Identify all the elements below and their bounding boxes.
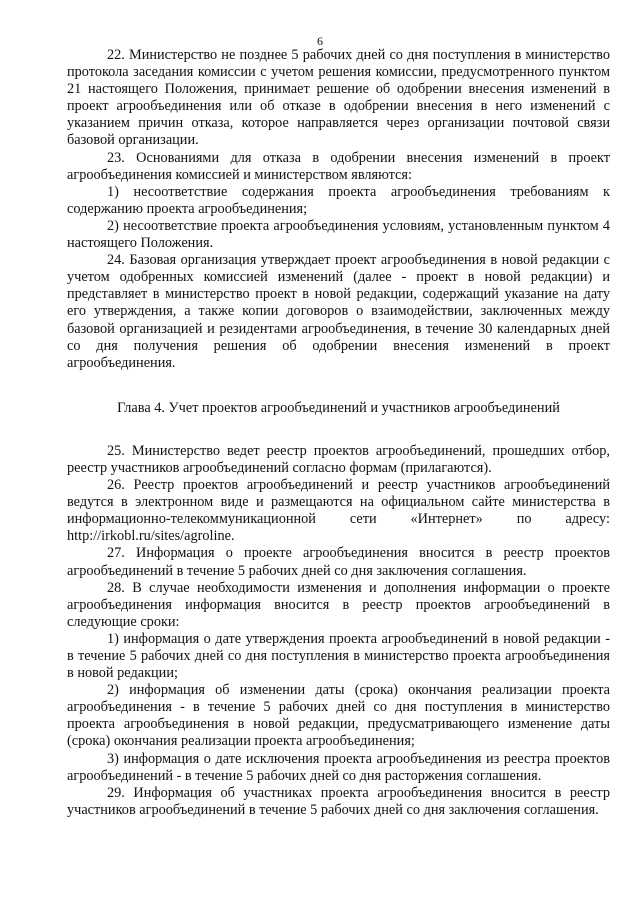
paragraph-26: 26. Реестр проектов агрообъединений и реестр участников агрообъединений ведутся в электронном виде и размещаются на официальном сайте министерства в информационно-телекоммуникационной сети «Интернет» по адресу: http://irkobl.ru/sites/agroline.: [67, 477, 610, 545]
page-number: 6: [317, 34, 323, 48]
paragraph-23: 23. Основаниями для отказа в одобрении внесения изменений в проект агрообъединения комиссией и министерством являются:: [67, 149, 610, 183]
paragraph-29: 29. Информация об участниках проекта агрообъединения вносится в реестр участников агрообъединений в течение 5 рабочих дней со дня заключения соглашения.: [67, 784, 610, 818]
paragraph-25: 25. Министерство ведет реестр проектов агрообъединений, прошедших отбор, реестр участников агрообъединений согласно формам (прилагаются).: [67, 442, 610, 476]
paragraph-28-item-3: 3) информация о дате исключения проекта агрообъединения из реестра проектов агрообъединений - в течение 5 рабочих дней со дня расторжения соглашения.: [67, 750, 610, 784]
paragraph-23-item-2: 2) несоответствие проекта агрообъединения условиям, установленным пунктом 4 настоящего Положения.: [67, 217, 610, 252]
paragraph-28: 28. В случае необходимости изменения и дополнения информации о проекте агрообъединения информация вносится в реестр проектов агрообъединений в следующие сроки:: [67, 579, 610, 630]
paragraph-27: 27. Информация о проекте агрообъединения вносится в реестр проектов агрообъединений в течение 5 рабочих дней со дня заключения соглашения.: [67, 545, 610, 579]
paragraph-23-item-1: 1) несоответствие содержания проекта агрообъединения требованиям к содержанию проекта агрообъединения;: [67, 183, 610, 217]
paragraph-28-item-2: 2) информация об изменении даты (срока) окончания реализации проекта агрообъединения - в течение 5 рабочих дней со дня поступления в министерство проекта агрообъединения в новой редакции, предусматривающего изменение даты (срока) окончания реализации проекта агрообъединения;: [67, 682, 610, 750]
paragraph-24: 24. Базовая организация утверждает проект агрообъединения в новой редакции с учетом одобренных комиссией изменений (далее - проект в новой редакции) и представляет в министерство проект в новой редакции, содержащий указание на дату его утверждения, а также копии договоров о взаимодействии, заключенных между базовой организацией и резидентами агрообъединения, в течение 30 календарных дней со дня получения решения об одобрении внесения изменений в проект агрообъединения.: [67, 252, 610, 371]
document-body: [67, 47, 610, 819]
paragraph-22: 22. Министерство не позднее 5 рабочих дней со дня поступления в министерство протокола заседания комиссии с учетом решения комиссии, предусмотренного пунктом 21 настоящего Положения, принимает решение об одобрении внесения изменений в проект агрообъединения или об отказе в одобрении внесения в него изменений с указанием причин отказа, которое направляется через организации почтовой связи базовой организации.: [67, 47, 610, 149]
chapter-heading: Глава 4. Учет проектов агрообъединений и участников агрообъединений: [117, 399, 560, 416]
paragraph-28-item-1: 1) информация о дате утверждения проекта агрообъединений в новой редакции - в течение 5 рабочих дней со дня поступления в министерство проекта агрообъединения в новой редакции;: [67, 630, 610, 682]
